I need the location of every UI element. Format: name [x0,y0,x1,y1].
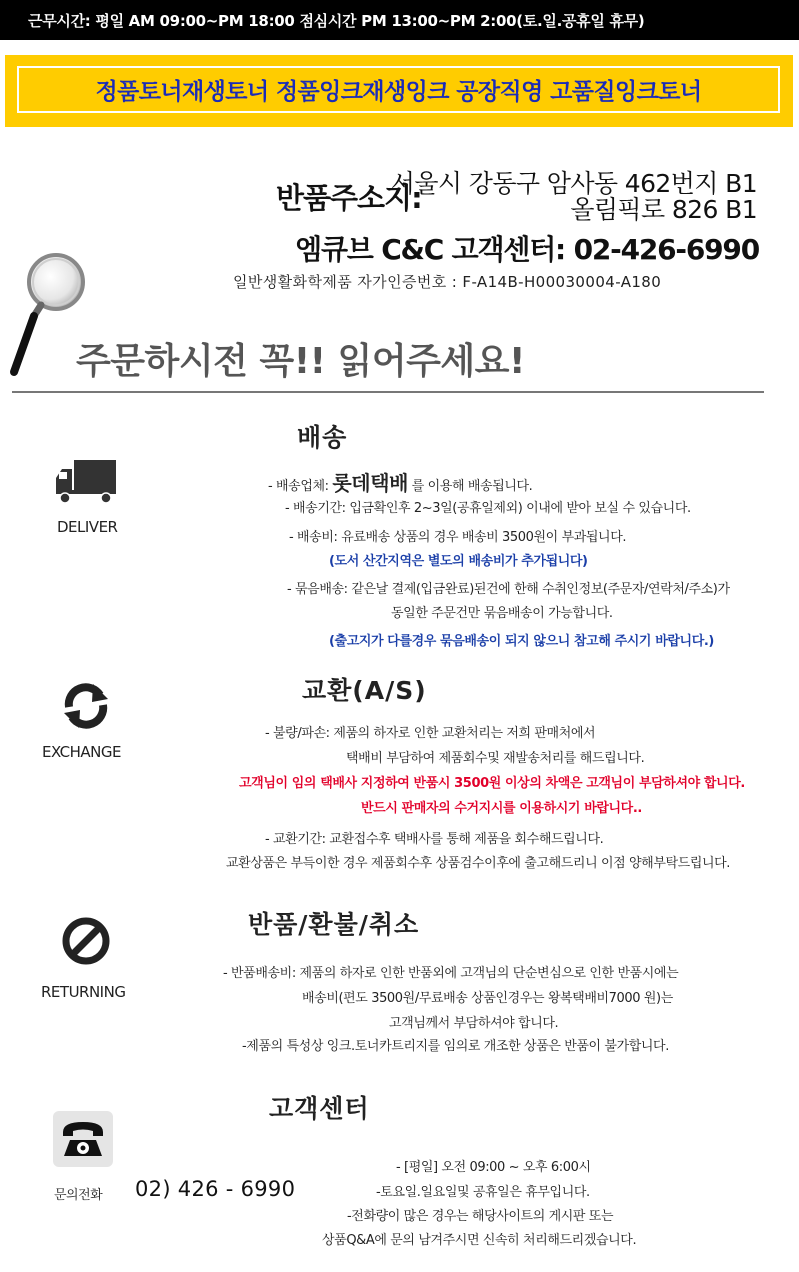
returns-line2: 배송비(편도 3500원/무료배송 상품인경우는 왕복택배비7000 원)는 [302,991,673,1006]
returns-line1: - 반품배송비: 제품의 하자로 인한 반품외에 고객님의 단순변심으로 인한 반품시에는 [223,966,679,981]
certification-number: 일반생활화학제품 자가인증번호 : F-A14B-H00030004-A180 [233,273,662,291]
courier-prefix: - 배송업체: [268,479,333,494]
return-address-line2: 올림픽로 826 B1 [570,195,757,224]
returns-line4: -제품의 특성상 잉크.토너카트리지를 임의로 개조한 상품은 반품이 불가합니다. [242,1039,669,1054]
return-address-line1: 서울시 강동구 암사동 462번지 B1 [390,169,757,198]
notice-title: 주문하시전 꼭!! 읽어주세요! [76,341,525,382]
prohibited-icon [61,916,111,966]
delivery-period: - 배송기간: 입금확인후 2~3일(공휴일제외) 이내에 받아 보실 수 있습니다. [285,501,691,516]
bundle-note: (출고지가 다를경우 묶음배송이 되지 않으니 참고해 주시기 바랍니다.) [329,634,714,649]
exchange-period-line2: 교환상품은 부득이한 경우 제품회수후 상품검수이후에 출고해드리니 이점 양해부탁드립니다. [226,856,731,871]
cc-hours: - [평일] 오전 09:00 ~ 오후 6:00시 [396,1160,591,1175]
defect-line2: 택배비 부담하여 제품회수및 재발송처리를 해드립니다. [346,751,645,766]
warning-line2: 반드시 판매자의 수거지시를 이용하시기 바랍니다.. [361,801,642,816]
customer-center-phone-line: 엠큐브 C&C 고객센터: 02-426-6990 [295,233,759,266]
business-hours-bar [0,0,799,40]
courier-line [268,467,532,496]
delivery-title: 배송 [297,423,348,452]
cc-busy-line1: -전화량이 많은 경우는 해당사이트의 게시판 또는 [347,1209,614,1224]
promo-banner-frame [17,66,780,113]
phone-inquiry-label: 문의전화 [54,1188,103,1203]
truck-icon [54,458,118,504]
delivery-fee: - 배송비: 유료배송 상품의 경우 배송비 3500원이 부과됩니다. [289,530,627,545]
exchange-label: EXCHANGE [42,743,121,761]
customer-center-title: 고객센터 [269,1094,370,1123]
exchange-period-line1: - 교환기간: 교환접수후 택배사를 통해 제품을 회수해드립니다. [265,832,604,847]
return-address-label: 반품주소지: [276,181,422,215]
exchange-title: 교환(A/S) [302,676,427,705]
returns-line3: 고객님께서 부담하셔야 합니다. [389,1016,559,1031]
section-divider [12,391,764,393]
refresh-icon [60,680,112,732]
courier-name: 롯데택배 [332,471,409,495]
deliver-label: DELIVER [57,518,118,536]
cc-holiday: -토요일.일요일및 공휴일은 휴무입니다. [376,1185,590,1200]
returns-title: 반품/환불/취소 [248,910,420,939]
promo-banner-text: 정품토너재생토너 정품잉크재생잉크 공장직영 고품질잉크토너 [95,79,702,105]
bundle-line1: - 묶음배송: 같은날 결제(입금완료)된건에 한해 수취인정보(주문자/연락처/주소)가 [287,582,730,597]
delivery-fee-note: (도서 산간지역은 별도의 배송비가 추가됩니다) [329,554,588,569]
warning-line1: 고객님이 임의 택배사 지정하여 반품시 3500원 이상의 차액은 고객님이 부담하셔야 합니다. [239,776,745,791]
business-hours-text: 근무시간: 평일 AM 09:00~PM 18:00 점심시간 PM 13:00~PM 2:00(토.일.공휴일 휴무) [28,11,645,30]
promo-banner [5,55,793,127]
telephone-icon-box [53,1111,113,1167]
telephone-icon [60,1118,106,1160]
returning-label: RETURNING [41,983,126,1001]
cc-busy-line2: 상품Q&A에 문의 남겨주시면 신속히 처리해드리겠습니다. [322,1233,637,1248]
courier-suffix: 를 이용해 배송됩니다. [408,479,533,494]
defect-line1: - 불량/파손: 제품의 하자로 인한 교환처리는 저희 판매처에서 [265,726,596,741]
phone-number: 02) 426 - 6990 [135,1177,296,1201]
bundle-line2: 동일한 주문건만 묶음배송이 가능합니다. [391,606,613,621]
